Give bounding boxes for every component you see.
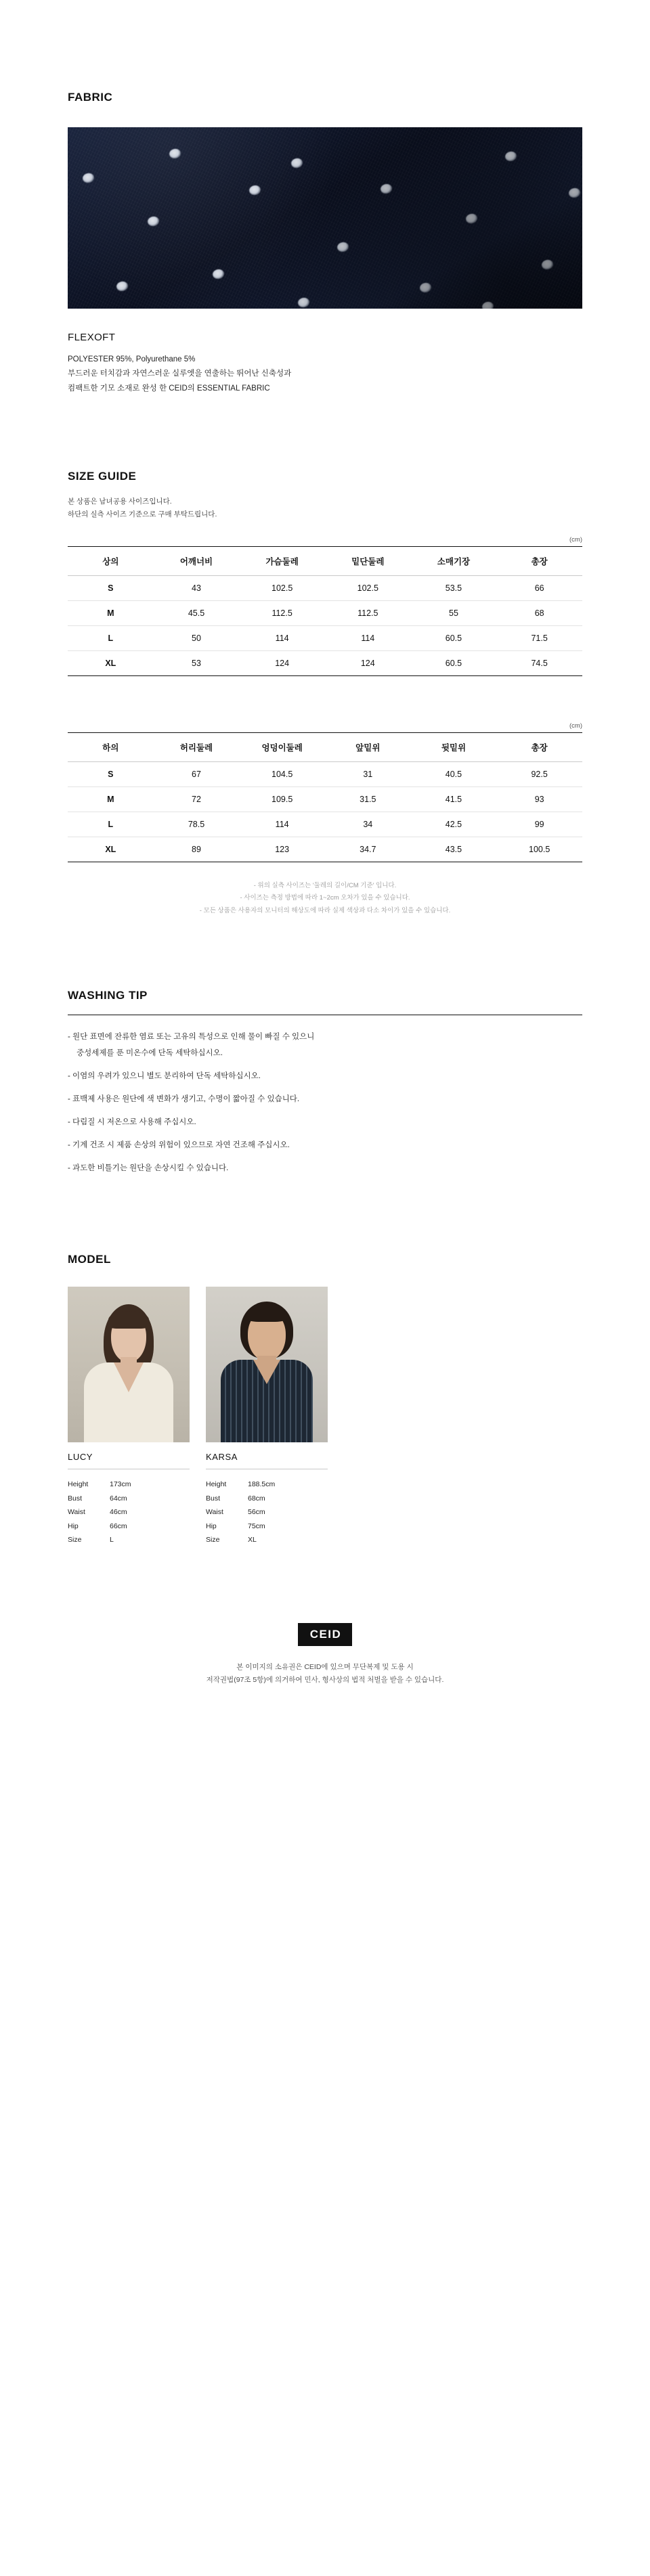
table-cell: 114 (239, 812, 325, 837)
model-specs (206, 1478, 328, 1547)
body-shape (84, 1362, 173, 1442)
fabric-dot (504, 150, 518, 162)
model-specs (68, 1478, 190, 1547)
footer-line-1: 본 이미지의 소유권은 CEID에 있으며 무단복제 및 도용 시 (236, 1662, 414, 1671)
spec-row (206, 1492, 328, 1505)
spec-label: Waist (206, 1508, 223, 1517)
table-cell: 40.5 (411, 761, 497, 786)
spec-row (68, 1519, 190, 1533)
table-row-label: XL (68, 837, 154, 862)
table-cell: 68 (496, 600, 582, 625)
table-row-label: M (68, 600, 154, 625)
spec-row (206, 1519, 328, 1533)
spec-row (206, 1478, 328, 1491)
spec-value: 66cm (110, 1522, 127, 1530)
spec-label: Bust (68, 1494, 83, 1503)
spec-value: 46cm (110, 1508, 127, 1517)
table-header-cell: 뒷밑위 (411, 732, 497, 761)
fabric-dot (290, 157, 304, 169)
table-cell: 71.5 (496, 625, 582, 650)
model-photo-karsa (206, 1287, 328, 1442)
body-shape (221, 1360, 313, 1442)
size-table-bottom-head (68, 732, 582, 761)
table-row-label: S (68, 575, 154, 600)
table-row (68, 600, 582, 625)
model-name: KARSA (206, 1452, 328, 1469)
table-row (68, 625, 582, 650)
table-cell: 114 (239, 625, 325, 650)
washing-tip-list (68, 1030, 582, 1176)
fabric-dot (541, 259, 555, 270)
table-row-label: S (68, 761, 154, 786)
table-header-cell: 소매기장 (411, 546, 497, 575)
table-cell: 92.5 (496, 761, 582, 786)
table-cell: 124 (325, 650, 411, 675)
model-card (206, 1287, 328, 1547)
spec-value: 56cm (248, 1508, 265, 1517)
table-cell: 60.5 (411, 650, 497, 675)
table-header-cell: 엉덩이둘레 (239, 732, 325, 761)
fabric-dot (297, 296, 311, 308)
spec-value: 75cm (248, 1522, 265, 1530)
table-cell: 34 (325, 812, 411, 837)
size-guide-note (68, 495, 582, 521)
table-cell: 60.5 (411, 625, 497, 650)
table-cell: 114 (325, 625, 411, 650)
washing-tip-item: - 기계 건조 시 제품 손상의 위험이 있으므로 자연 건조해 주십시오. (68, 1140, 290, 1149)
table-cell: 102.5 (325, 575, 411, 600)
table-cell: 31 (325, 761, 411, 786)
spec-value: XL (248, 1536, 257, 1545)
fabric-dot (380, 183, 393, 194)
table-header-cell: 어깨너비 (154, 546, 240, 575)
table-cell: 67 (154, 761, 240, 786)
fabric-desc-line-1: 부드러운 터치감과 자연스러운 실루엣을 연출하는 뛰어난 신축성과 (68, 370, 292, 378)
washing-tip-section (68, 917, 582, 1176)
spec-row (206, 1505, 328, 1519)
model-photo-lucy (68, 1287, 190, 1442)
fabric-dot (568, 187, 582, 198)
fabric-dot (465, 213, 479, 224)
model-list (68, 1287, 582, 1547)
table-row (68, 575, 582, 600)
fabric-dot (169, 148, 182, 159)
spec-value: 68cm (248, 1494, 265, 1503)
footer-line-2: 저작권법(97조 5항)에 의거하여 민사, 형사상의 법적 처벌을 받을 수 있습니다. (206, 1676, 444, 1685)
table-cell: 42.5 (411, 812, 497, 837)
table-cell: 112.5 (325, 600, 411, 625)
washing-tip-section-title: WASHING TIP (68, 989, 148, 1002)
table-cell: 109.5 (239, 786, 325, 812)
table-cell: 124 (239, 650, 325, 675)
fabric-section-title: FABRIC (68, 91, 113, 104)
table-cell: 100.5 (496, 837, 582, 862)
spec-label: Height (206, 1480, 227, 1489)
size-table-top-body (68, 575, 582, 675)
table-cell: 123 (239, 837, 325, 862)
fabric-dot (147, 215, 160, 227)
fabric-description (68, 353, 582, 396)
table-row (68, 837, 582, 862)
fabric-name: FLEXOFT (68, 332, 116, 344)
table-cell: 45.5 (154, 600, 240, 625)
spec-row (68, 1533, 190, 1547)
table-cell: 43.5 (411, 837, 497, 862)
bottom-table-unit: (cm) (569, 721, 582, 730)
fabric-desc-line-2: 컴팩트한 기모 소재로 완성 한 CEID의 ESSENTIAL FABRIC (68, 384, 270, 393)
table-cell: 93 (496, 786, 582, 812)
spec-row (68, 1492, 190, 1505)
table-cell: 53.5 (411, 575, 497, 600)
spec-label: Hip (206, 1522, 217, 1530)
washing-tip-item: - 표백제 사용은 원단에 색 변화가 생기고, 수명이 짧아질 수 있습니다. (68, 1094, 300, 1103)
table-cell: 89 (154, 837, 240, 862)
size-guide-section-title: SIZE GUIDE (68, 470, 137, 483)
footer-copyright (68, 1661, 582, 1687)
table-cell: 74.5 (496, 650, 582, 675)
table-cell: 41.5 (411, 786, 497, 812)
table-cell: 43 (154, 575, 240, 600)
table-header-cell: 가슴둘레 (239, 546, 325, 575)
table-row (68, 812, 582, 837)
table-cell: 112.5 (239, 600, 325, 625)
table-header-row (68, 546, 582, 575)
disclaimer-line: - 모든 상품은 사용자의 모니터의 해상도에 따라 실제 색상과 다소 차이가 있을 수 있습니다. (199, 906, 451, 914)
disclaimer-line: - 위의 실측 사이즈는 '둘레의 길이/CM 기준' 입니다. (253, 881, 397, 889)
table-cell: 78.5 (154, 812, 240, 837)
fabric-dot (481, 301, 495, 309)
fabric-section (68, 0, 582, 396)
model-section-title: MODEL (68, 1253, 111, 1266)
table-header-cell: 상의 (68, 546, 154, 575)
table-header-row (68, 732, 582, 761)
spec-label: Height (68, 1480, 89, 1489)
table-spacer (68, 676, 582, 707)
table-row-label: XL (68, 650, 154, 675)
table-cell: 102.5 (239, 575, 325, 600)
table-cell: 50 (154, 625, 240, 650)
table-cell: 55 (411, 600, 497, 625)
table-row (68, 761, 582, 786)
hair-front-shape (246, 1308, 288, 1322)
spec-label: Hip (68, 1522, 79, 1530)
spec-label: Waist (68, 1508, 85, 1517)
spec-value: 188.5cm (248, 1480, 276, 1489)
fabric-composition: POLYESTER 95%, Polyurethane 5% (68, 355, 196, 364)
size-table-top-head (68, 546, 582, 575)
brand-logo: CEID (298, 1623, 353, 1646)
spec-label: Bust (206, 1494, 221, 1503)
table-header-cell: 총장 (496, 732, 582, 761)
size-table-bottom-body (68, 761, 582, 862)
size-guide-disclaimer (68, 880, 582, 918)
table-row (68, 786, 582, 812)
fabric-dot (337, 241, 350, 252)
size-guide-note-line-2: 하단의 실측 사이즈 기준으로 구매 부탁드립니다. (68, 510, 217, 518)
spec-row (206, 1533, 328, 1547)
spec-label: Size (206, 1536, 220, 1545)
size-table-top (68, 546, 582, 676)
spec-row (68, 1505, 190, 1519)
washing-tip-item: - 원단 표면에 잔류한 염료 또는 고유의 특성으로 인해 물이 빠질 수 있으니 (68, 1033, 315, 1042)
table-header-cell: 총장 (496, 546, 582, 575)
fabric-dot (248, 184, 262, 196)
table-row (68, 650, 582, 675)
table-cell: 34.7 (325, 837, 411, 862)
washing-tip-item: - 이염의 우려가 있으니 별도 분리하여 단독 세탁하십시오. (68, 1072, 261, 1081)
hair-front-shape (108, 1311, 149, 1329)
table-cell: 31.5 (325, 786, 411, 812)
table-row-label: L (68, 625, 154, 650)
washing-tip-item: - 다림질 시 저온으로 사용해 주십시오. (68, 1117, 196, 1126)
table-header-cell: 밑단둘레 (325, 546, 411, 575)
spec-value: 64cm (110, 1494, 127, 1503)
page-footer (68, 1547, 582, 1728)
fabric-dot (212, 268, 225, 280)
spec-value: 173cm (110, 1480, 131, 1489)
fabric-dot (116, 280, 129, 292)
size-guide-section (68, 396, 582, 917)
table-header-cell: 하의 (68, 732, 154, 761)
washing-tip-item: - 과도한 비틀기는 원단을 손상시킬 수 있습니다. (68, 1163, 229, 1172)
spec-label: Size (68, 1536, 82, 1545)
size-table-bottom (68, 732, 582, 862)
table-header-cell: 앞밑위 (325, 732, 411, 761)
table-cell: 99 (496, 812, 582, 837)
spec-row (68, 1478, 190, 1491)
table-cell: 104.5 (239, 761, 325, 786)
table-cell: 66 (496, 575, 582, 600)
disclaimer-line: - 사이즈는 측정 방법에 따라 1~2cm 오차가 있을 수 있습니다. (240, 894, 410, 902)
table-row-label: M (68, 786, 154, 812)
model-card (68, 1287, 190, 1547)
fabric-swatch-image (68, 127, 582, 309)
model-name: LUCY (68, 1452, 190, 1469)
table-header-cell: 허리둘레 (154, 732, 240, 761)
table-row-label: L (68, 812, 154, 837)
table-cell: 72 (154, 786, 240, 812)
washing-tip-subitem: 중성세제를 푼 미온수에 단독 세탁하십시오. (77, 1049, 223, 1058)
spec-value: L (110, 1536, 114, 1545)
fabric-dot (419, 282, 433, 293)
size-guide-note-line-1: 본 상품은 남녀공용 사이즈입니다. (68, 497, 172, 506)
model-section (68, 1184, 582, 1547)
table-cell: 53 (154, 650, 240, 675)
top-table-unit: (cm) (569, 535, 582, 543)
fabric-dot (82, 172, 95, 183)
